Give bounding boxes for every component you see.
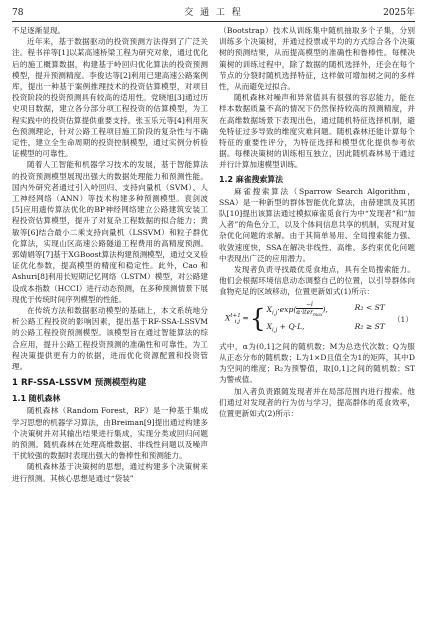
left-column bbox=[12, 25, 208, 484]
paragraph: 随机森林（Random Forest，RF）是一种基于集成学习思想的机器学习算法，由Breiman[9]提出通过构建多个决策树并对其输出结果进行集成，实现分类或回归问题的预测。随机森林在处理高维数据、非线性问题以及噪声干扰较强的数据时表现出强大的鲁棒性和预测能力。 bbox=[12, 406, 208, 461]
subsection-heading: 1.1 随机森林 bbox=[12, 394, 61, 404]
brace-icon: { bbox=[249, 304, 266, 334]
header-rule bbox=[12, 21, 415, 22]
equation-lhs: $X^{t+1}_{i,j}$ = bbox=[225, 312, 249, 325]
paragraph: 不足逐渐显现。 bbox=[12, 26, 66, 35]
paragraph: 随着人工智能和机器学习技术的发展，基于智能算法的投资预测模型展现出强大的数据处理能力和预测性能。国内外研究者通过引入岭回归、支持向量机（SVM）、人工神经网络（ANN）等技术构建多种预测模型。袁剑波[5]应用遗传算法优化的BP神经网络建立公路建筑安装工程投资估算模型，提升了对复杂工程数据的拟合能力；黄敏等[6]结合最小二乘支持向量机（LSSVM）和粒子群优化算法，实现山区高速公路隧道工程费用的高精度预测。郭婧娟等[7]基于XGBoost算法构建预测模型，通过交叉验证优化参数，提高模型的精度和稳定性。此外，Cao 和Ashuri[8]利用长短期记忆网络（LSTM）模型，对公路建设成本指数（HCCI）进行动态预测，在多种预测情景下展现优于传统时间序列模型的性能。 bbox=[12, 160, 208, 304]
equation-case: $X_{i,j}\cdot\exp$( −i α·iter$_{max}$ ), R₂ < ST bbox=[266, 300, 385, 318]
paragraph: 随机森林基于决策树的思想，通过构建多个决策树来进行预测。其核心思想是通过“袋装” bbox=[12, 462, 208, 483]
equation-number: （1） bbox=[392, 314, 413, 324]
paragraph: 麻雀搜索算法（Sparrow Search Algorithm，SSA）是一种新型的群体智能优化算法，由薛建凯及其团队[10]提出该算法通过模拟麻雀觅食行为中“发现者”和“加入者”的角色分工，以及个体间信息共享的机制，实现对复杂优化问题的求解。由于其简单易用、全局搜索能力强、收敛速度快，SSA在解决非线性、高维、多约束优化问题中表现出广泛的应用潜力。 bbox=[219, 186, 415, 263]
paragraph: 近年来，基于数据驱动的投资预测方法得到了广泛关注。程书祥等[1]以某高速桥梁工程为研究对象，通过优化后的施工概算数据，构建基于岭回归优化算法的投资预测模型，提升预测精度。李俊达等[2]利用已建高速公路案例库，提出一种基于案例推理技术的投资估算模型，对项目投资阶段的投资预测具有较高的适用性。党晓旭[3]通过历史项目数据，建立各分部分项工程投资的估算模型，为工程实践中的投资估算提供重要支持。张玉乐元等[4]利用灰色预测理论，针对公路工程项目施工阶段的复杂性与不确定性，建立全生命周期的投资控制模型，通过实例分析验证模型的可靠性。 bbox=[12, 37, 208, 159]
section-heading: 1 RF-SSA-LSSVM 预测模型构建 bbox=[12, 378, 147, 389]
paragraph: 加入者负责跟随发现者并在局部范围内进行搜索。他们通过对发现者的行为仿与学习，提高群体的觅食效率，位置更新如式(2)所示： bbox=[219, 386, 415, 419]
journal-title: 交 通 工 程 bbox=[184, 8, 243, 18]
issue-year: 2025年 bbox=[383, 8, 415, 18]
paragraph: 在传统方法和数据驱动模型的基础上，本文系统地分析公路工程投资的影响因素，提出基于RF-SSA-LSSVM的公路工程投资预测模型。该模型旨在通过智能算法的综合应用，提升公路工程投资预测的准确性和可靠性，为工程决策提供更有力的依据，进而优化资源配置和投资管理。 bbox=[12, 306, 208, 372]
equation-case: $X_{i,j} + Q\cdot L$, R₂ ≥ ST bbox=[266, 322, 385, 334]
right-column bbox=[219, 25, 415, 419]
page-number: 78 bbox=[12, 8, 24, 18]
running-header bbox=[12, 6, 415, 20]
paragraph: 发现者负责寻找最优觅食地点，具有全局搜索能力。他们会根据环境信息动态调整自己的位置，以引导群体向食物充足的区域移动，位置更新如式(1)所示： bbox=[219, 265, 415, 297]
paragraph: 式中，α为(0,1]之间的随机数；M为总迭代次数；Q为服从正态分布的随机数；L为1×D且值全为1的矩阵，其中D为空间的维度；R₂为预警值，取[0,1]之间的随机数；ST为警戒值。 bbox=[219, 341, 415, 385]
equation-cases bbox=[267, 301, 385, 338]
subsection-heading: 1.2 麻雀搜索算法 bbox=[219, 174, 284, 184]
paragraph: 随机森林对噪声和异常值具有很强的容忍能力，能在样本数据质量不高的情况下仍然保持较高的预测精度，并在高维数据场景下表现出色，通过随机特征选择机制，避免特征过多导致的维度灾难问题。随机森林还能计算每个特征的重要性评分，为特征选择和模型优化提供参考依据。每棵决策树的训练相互独立，因此随机森林易于通过并行计算加速模型训练。 bbox=[219, 93, 415, 170]
paragraph: （Bootstrap）技术从训练集中随机抽取多个子集，分别训练多个决策树，并通过投票或平均的方式综合各个决策树的预测结果，从而提高模型的准确性和鲁棒性。每棵决策树的训练过程中，除了数据的随机选择外，还会在每个节点的分裂时随机选择特征，这样做可增加树之间的多样性，从而避免过拟合。 bbox=[219, 26, 415, 92]
equation-1 bbox=[219, 301, 415, 338]
